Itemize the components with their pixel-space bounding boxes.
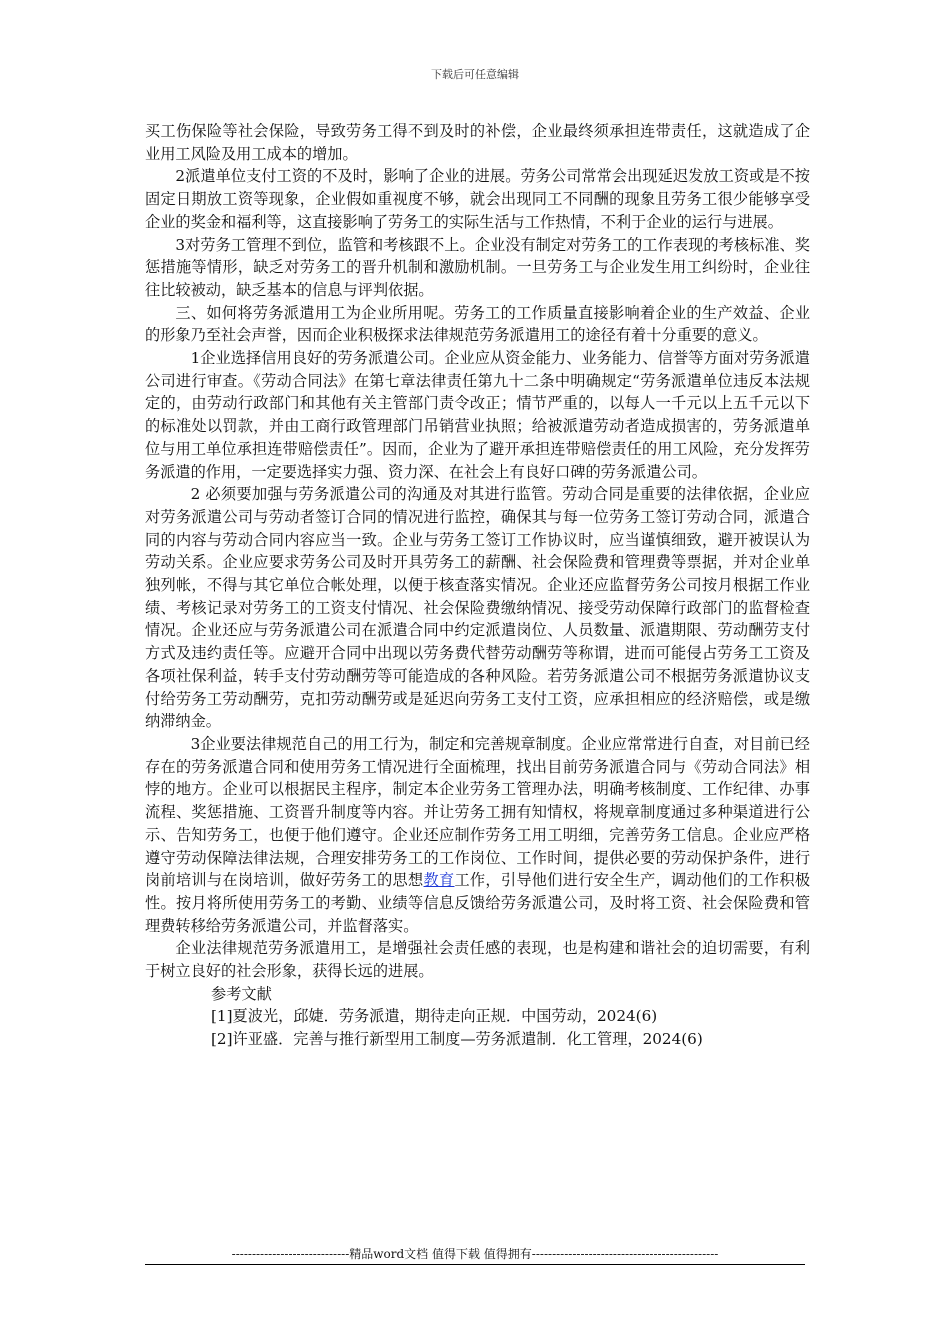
paragraph-7-tail: 工作，引导他们进行安全生产，调动他们的工作积极性。按月将所使用劳务工的考勤、业绩等信息反馈给劳务派遣公司，及时将工资、社会保险费和管理费转移给劳务派遣公司，并监督落实。 — [145, 871, 811, 935]
reference-item: [2]许亚盛．完善与推行新型用工制度—劳务派遣制．化工管理，2024(6) — [211, 1030, 703, 1049]
paragraph-4: 三、如何将劳务派遣用工为企业所用呢。劳务工的工作质量直接影响着企业的生产效益、企业的形象乃至社会声誉，因而企业积极探求法律规范劳务派遣用工的途径有着十分重要的意义。 — [145, 303, 810, 345]
footer-divider — [145, 1264, 805, 1265]
education-link[interactable]: 教育 — [423, 871, 455, 890]
reference-item: [1]夏波光，邱婕．劳务派遣，期待走向正规．中国劳动，2024(6) — [211, 1007, 658, 1026]
paragraph-1: 买工伤保险等社会保险，导致劳务工得不到及时的补偿，企业最终须承担连带责任，这就造成了企业用工风险及用工成本的增加。 — [145, 122, 810, 163]
paragraph-7-text: 3企业要法律规范自己的用工行为，制定和完善规章制度。企业应常常进行自查，对目前已经存在的劳务派遣合同和使用劳务工情况进行全面梳理，找出目前劳务派遣合同与《劳动合同法》相悖的地方。企业可以根据民主程序，制定本企业劳务工管理办法，明确考核制度、工作纪律、办事流程、奖惩措施、工资晋升制度等内容。并让劳务工拥有知情权，将规章制度通过多种渠道进行公示、告知劳务工，也便于他们遵守。企业还应制作劳务工用工明细，完善劳务工信息。企业应严格遵守劳动保障法律法规，合理安排劳务工的工作岗位、工作时间，提供必要的劳动保护条件，进行岗前培训与在岗培训，做好劳务工的思想 — [145, 734, 810, 890]
paragraph-8: 企业法律规范劳务派遣用工，是增强社会责任感的表现，也是构建和谐社会的迫切需要，有利于树立良好的社会形象，获得长远的进展。 — [145, 939, 810, 981]
paragraph-3: 3对劳务工管理不到位，监管和考核跟不上。企业没有制定对劳务工的工作表现的考核标准、奖惩措施等情形，缺乏对劳务工的晋升机制和激励机制。一旦劳务工与企业发生用工纠纷时，企业往往比较被动，缺乏基本的信息与评判依据。 — [145, 235, 810, 299]
paragraph-5: 1企业选择信用良好的劳务派遣公司。企业应从资金能力、业务能力、信誉等方面对劳务派遣公司进行审查。《劳动合同法》在第七章法律责任第九十二条中明确规定“劳务派遣单位违反本法规定的，由劳动行政部门和其他有关主管部门责令改正；情节严重的，以每人一千元以上五千元以下的标准处以罚款，并由工商行政管理部门吊销营业执照；给被派遣劳动者造成损害的，劳务派遣单位与用工单位承担连带赔偿责任”。因而，企业为了避开承担连带赔偿责任的用工风险，充分发挥劳务派遣的作用，一定要选择实力强、资力深、在社会上有良好口碑的劳务派遣公司。 — [145, 349, 810, 481]
paragraph-6: 2 必须要加强与劳务派遣公司的沟通及对其进行监管。劳动合同是重要的法律依据，企业应对劳务派遣公司与劳动者签订合同的情况进行监控，确保其与每一位劳务工签订劳动合同，派遣合同的内容与劳动合同内容应当一致。企业与劳务工签订工作协议时，应当谨慎细致，避开被误认为劳动关系。企业应要求劳务公司及时开具劳务工的薪酬、社会保险费和管理费等票据，并对企业单独列帐，不得与其它单位合帐处理，以便于核查落实情况。企业还应监督劳务公司按月根据工作业绩、考核记录对劳务工的工资支付情况、社会保险费缴纳情况、接受劳动保障行政部门的监督检查情况。企业还应与劳务派遣公司在派遣合同中约定派遣岗位、人员数量、派遣期限、劳动酬劳支付方式及违约责任等。应避开合同中出现以劳务费代替劳动酬劳等称谓，进而可能侵占劳务工工资及各项社保利益，转手支付劳动酬劳等可能造成的各种风险。若劳务派遣公司不根据劳务派遣协议支付给劳务工劳动酬劳，克扣劳动酬劳或是延迟向劳务工支付工资，应承担相应的经济赔偿，或是缴纳滞纳金。 — [145, 485, 810, 731]
page-header: 下载后可任意编辑 — [431, 68, 519, 81]
page-footer: -----------------------------精品word文档 值得下载 值得拥有---------------------------------------------- — [231, 1247, 719, 1261]
references-title: 参考文献 — [211, 984, 272, 1003]
paragraph-7 — [145, 733, 810, 937]
paragraph-2: 2派遣单位支付工资的不及时，影响了企业的进展。劳务公司常常会出现延迟发放工资或是不按固定日期放工资等现象，企业假如重视度不够，就会出现同工不同酬的现象且劳务工很少能够享受企业的奖金和福利等，这直接影响了劳务工的实际生活与工作热情，不利于企业的运行与进展。 — [145, 167, 810, 231]
document-body — [145, 120, 810, 1051]
